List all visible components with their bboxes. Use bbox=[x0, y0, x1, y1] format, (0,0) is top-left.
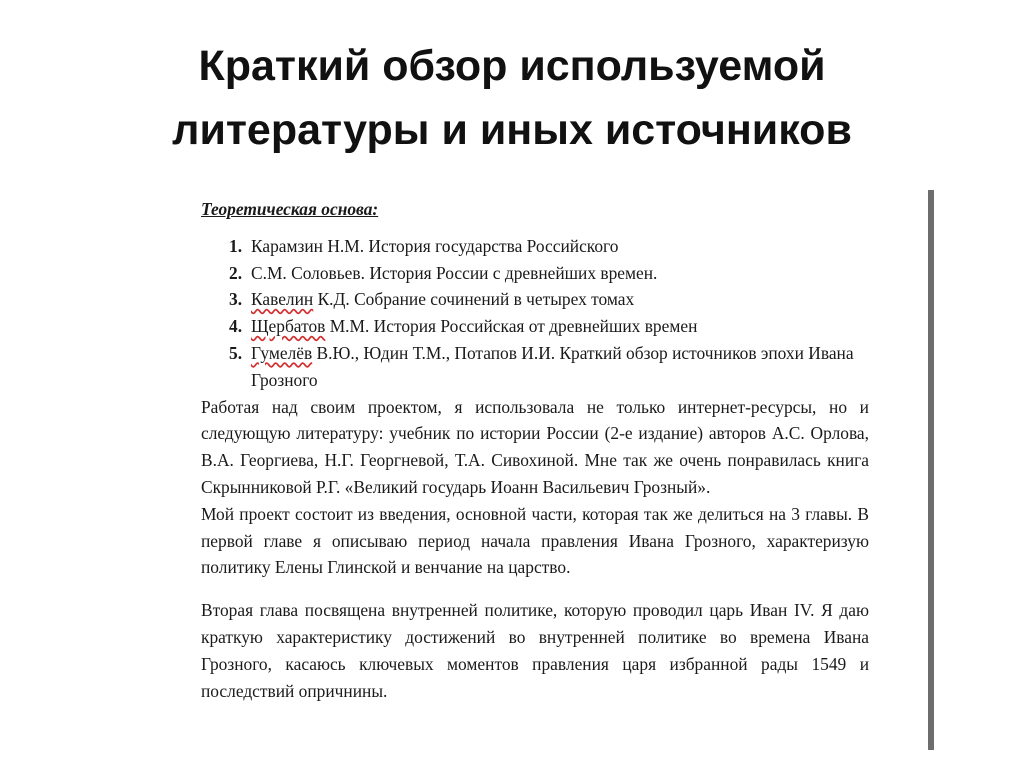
source-item bbox=[201, 260, 869, 287]
source-text: История России с древнейших времен. bbox=[364, 262, 658, 283]
sources-list bbox=[201, 233, 869, 394]
source-author: Щербатов bbox=[251, 316, 326, 337]
source-item bbox=[201, 233, 869, 260]
source-author: Кавелин bbox=[251, 289, 314, 310]
source-number: 1. bbox=[229, 235, 243, 256]
paragraph-chapter-two: Вторая глава посвящена внутренней политике, которую проводил царь Иван IV. Я даю краткую характеристику достижений во внутренней политике во времена Ивана Грозного, касаюсь ключевых моментов правления царя избранной рады 1549 и последствий опричнины. bbox=[201, 600, 869, 701]
paragraph-literature: Работая над своим проектом, я использовала не только интернет-ресурсы, но и следующую литературу: учебник по истории России (2-е издание) авторов А.С. Орлова, В.А. Георгиева, Н.Г. Георгневой, Т.А. Сивохиной. Мне так же очень понравилась книга Скрынниковой Р.Г. «Великий государь Иоанн Васильевич Грозный». bbox=[201, 396, 869, 497]
source-number: 3. bbox=[229, 289, 243, 310]
page-edge-divider bbox=[928, 190, 934, 750]
source-author: Карамзин bbox=[251, 235, 323, 256]
document-image bbox=[201, 196, 869, 704]
source-item bbox=[201, 340, 869, 394]
source-author: Гумелёв bbox=[251, 342, 313, 363]
doc-heading: Теоретическая основа: bbox=[201, 199, 379, 219]
source-number: 2. bbox=[229, 262, 243, 283]
slide-title-line-1: Краткий обзор используемой bbox=[198, 42, 826, 90]
source-item bbox=[201, 313, 869, 340]
source-text: В.Ю., Юдин Т.М., Потапов И.И. Краткий обзор источников эпохи Ивана Грозного bbox=[251, 342, 854, 390]
source-number: 4. bbox=[229, 316, 243, 337]
source-text: М.М. История Российская от древнейших времен bbox=[325, 316, 698, 337]
source-text: К.Д. Собрание сочинений в четырех томах bbox=[313, 289, 635, 310]
source-number: 5. bbox=[229, 342, 243, 363]
slide-title bbox=[0, 34, 1024, 162]
source-item bbox=[201, 286, 869, 313]
source-author: С.М. Соловьев. bbox=[251, 262, 365, 283]
slide-title-line-2: литературы и иных источников bbox=[172, 106, 852, 154]
paragraph-structure: Мой проект состоит из введения, основной части, которая так же делиться на 3 главы. В первой главе я описываю период начала правления Ивана Грозного, характеризую политику Елены Глинской и венчание на царство. bbox=[201, 503, 869, 578]
source-text: Н.М. История государства Российского bbox=[323, 235, 619, 256]
